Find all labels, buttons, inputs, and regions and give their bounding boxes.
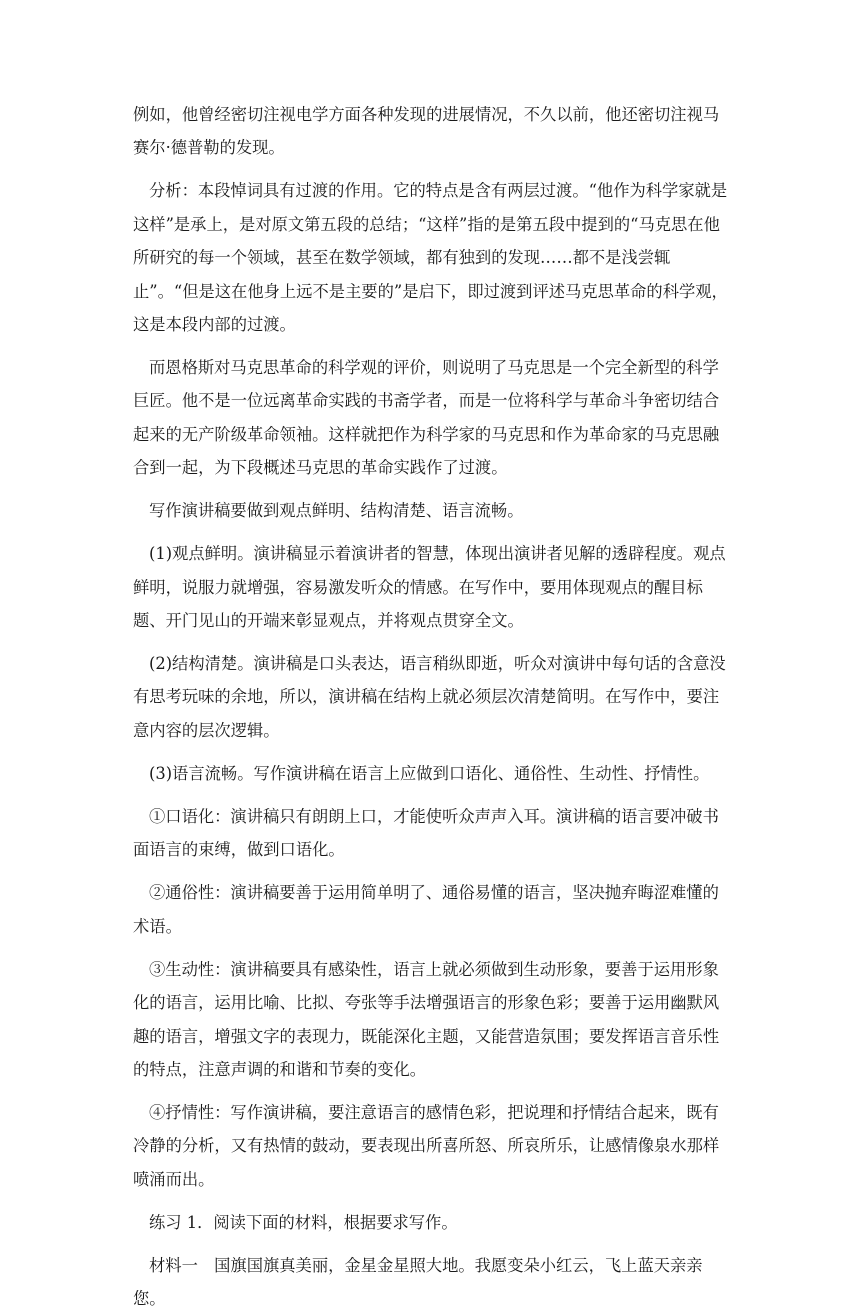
paragraph-intro-continuation: 例如，他曾经密切注视电学方面各种发现的进展情况，不久以前，他还密切注视马赛尔·德普勒的发现。 — [133, 105, 720, 158]
paragraph-sub-3: ③生动性：演讲稿要具有感染性，语言上就必须做到生动形象，要善于运用形象化的语言，运用比喻、比拟、夸张等手法增强语言的形象色彩；要善于运用幽默风趣的语言，增强文字的表现力，既能深化主题，又能营造氛围；要发挥语言音乐性的特点，注意声调的和谐和节奏的变化。 — [133, 959, 720, 1079]
paragraph-sub-1: ①口语化：演讲稿只有朗朗上口，才能使听众声声入耳。演讲稿的语言要冲破书面语言的束缚，做到口语化。 — [133, 806, 719, 860]
paragraph-point-1: (1)观点鲜明。演讲稿显示着演讲者的智慧，体现出演讲者见解的透辟程度。观点鲜明，说服力就增强，容易激发听众的情感。在写作中，要用体现观点的醒目标题、开门见山的开端来彰显观点，并将观点贯穿全文。 — [133, 544, 726, 631]
paragraph-sub-4: ④抒情性：写作演讲稿，要注意语言的感情色彩，把说理和抒情结合起来，既有冷静的分析，又有热情的鼓动，要表现出所喜所怒、所哀所乐，让感情像泉水那样喷涌而出。 — [133, 1102, 720, 1189]
paragraph-exercise-1: 练习 1．阅读下面的材料，根据要求写作。 — [149, 1212, 458, 1232]
paragraph-speech-requirements: 写作演讲稿要做到观点鲜明、结构清楚、语言流畅。 — [149, 501, 524, 521]
paragraph-engels-evaluation: 而恩格斯对马克思革命的科学观的评价，则说明了马克思是一个完全新型的科学巨匠。他不是一位远离革命实践的书斋学者，而是一位将科学与革命斗争密切结合起来的无产阶级革命领袖。这样就把作为科学家的马克思和作为革命家的马克思融合到一起，为下段概述马克思的革命实践作了过渡。 — [133, 358, 720, 478]
paragraph-sub-2: ②通俗性：演讲稿要善于运用简单明了、通俗易懂的语言，坚决抛弃晦涩难懂的术语。 — [133, 883, 719, 936]
paragraph-analysis: 分析：本段悼词具有过渡的作用。它的特点是含有两层过渡。“他作为科学家就是这样”是承上，是对原文第五段的总结；“这样”指的是第五段中提到的“马克思在他所研究的每一个领域，甚至在数学领域，都有独到的发现……都不是浅尝辄止”。“但是这在他身上远不是主要的”是启下，即过渡到评述马克思革命的科学观，这是本段内部的过渡。 — [133, 181, 728, 335]
paragraph-material-1: 材料一 国旗国旗真美丽，金星金星照大地。我愿变朵小红云，飞上蓝天亲亲您。 — [133, 1255, 703, 1309]
paragraph-point-3: (3)语言流畅。写作演讲稿在语言上应做到口语化、通俗性、生动性、抒情性。 — [149, 763, 710, 783]
paragraph-point-2: (2)结构清楚。演讲稿是口头表达，语言稍纵即逝，听众对演讲中每句话的含意没有思考玩味的余地，所以，演讲稿在结构上就必须层次清楚简明。在写作中，要注意内容的层次逻辑。 — [133, 654, 726, 740]
